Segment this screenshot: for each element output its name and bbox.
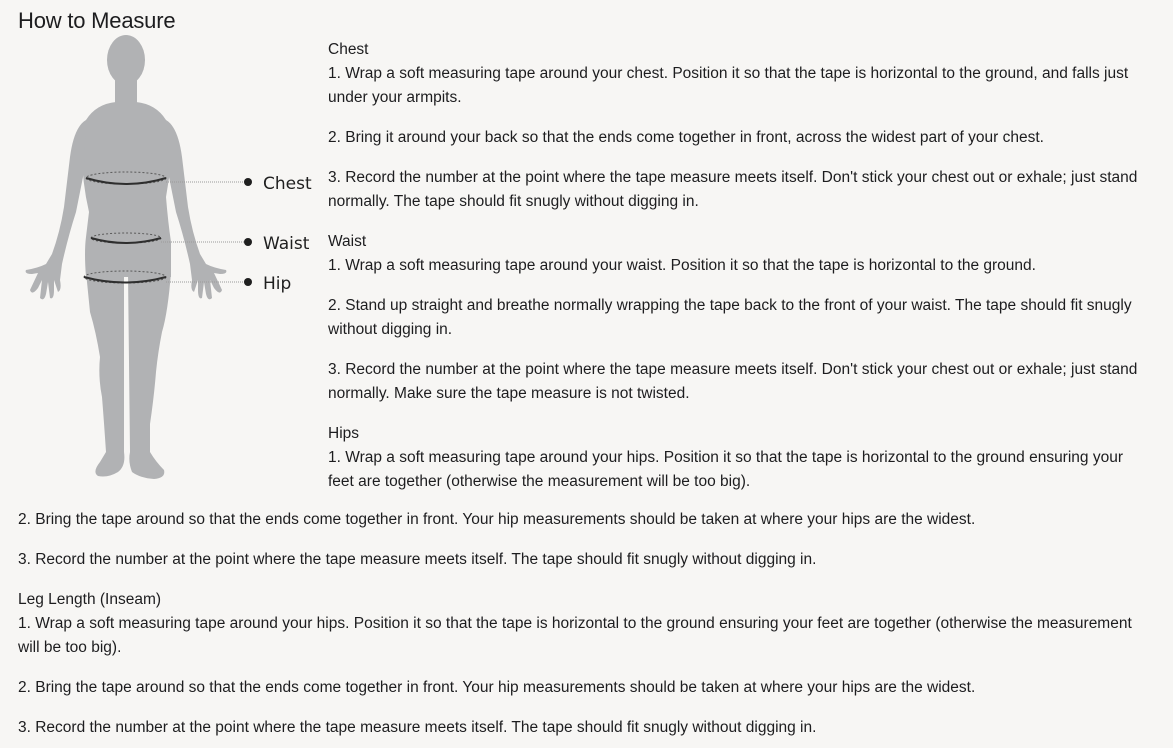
measurement-instructions-full [18,508,1148,740]
chest-step-3: 3. Record the number at the point where the tape measure meets itself. Don't stick your chest out or exhale; just stand normally. The tape should fit snugly without digging in. [328,169,1138,210]
waist-step-2: 2. Stand up straight and breathe normally wrapping the tape back to the front of your waist. The tape should fit snugly without digging in. [328,297,1132,338]
waist-step-3: 3. Record the number at the point where the tape measure meets itself. Don't stick your chest out or exhale; just stand normally. Make sure the tape measure is not twisted. [328,361,1138,402]
section-title-leg-length: Leg Length (Inseam) [18,591,162,608]
waist-step-1: 1. Wrap a soft measuring tape around your waist. Position it so that the tape is horizontal to the ground. [328,257,1036,274]
section-title-chest: Chest [328,41,369,58]
hip-label: Hip [263,274,292,294]
hips-section-start [328,422,1148,494]
leg-length-step-1: 1. Wrap a soft measuring tape around your hips. Position it so that the tape is horizontal to the ground ensuring your feet are together (otherwise the measurement will be too big). [18,615,1132,656]
body-silhouette-illustration [16,32,316,487]
chest-section [328,38,1148,214]
chest-step-2: 2. Bring it around your back so that the ends come together in front, across the widest part of your chest. [328,129,1044,146]
waist-section [328,230,1148,406]
hips-step-1: 1. Wrap a soft measuring tape around your hips. Position it so that the tape is horizontal to the ground ensuring your feet are together (otherwise the measurement will be too big). [328,449,1123,490]
hips-step-2: 2. Bring the tape around so that the ends come together in front. Your hip measurements should be taken at where your hips are the widest. [18,511,976,528]
section-title-waist: Waist [328,233,367,250]
leg-length-step-2: 2. Bring the tape around so that the ends come together in front. Your hip measurements should be taken at where your hips are the widest. [18,679,976,696]
body-measurement-figure [16,32,316,487]
body-silhouette [26,35,227,479]
waist-dot-icon [244,238,252,246]
page-title: How to Measure [18,8,176,33]
chest-step-1: 1. Wrap a soft measuring tape around your chest. Position it so that the tape is horizontal to the ground, and falls just under your armpits. [328,65,1129,106]
hips-step-3: 3. Record the number at the point where the tape measure meets itself. The tape should fit snugly without digging in. [18,551,817,568]
waist-label: Waist [263,234,310,254]
hip-dot-icon [244,278,252,286]
section-title-hips: Hips [328,425,360,442]
leg-length-step-3: 3. Record the number at the point where the tape measure meets itself. The tape should fit snugly without digging in. [18,719,817,736]
measurement-instructions-right [328,38,1148,494]
leg-length-section [18,588,1148,740]
chest-dot-icon [244,178,252,186]
hips-section-continued [18,508,1148,572]
chest-label: Chest [263,174,312,194]
